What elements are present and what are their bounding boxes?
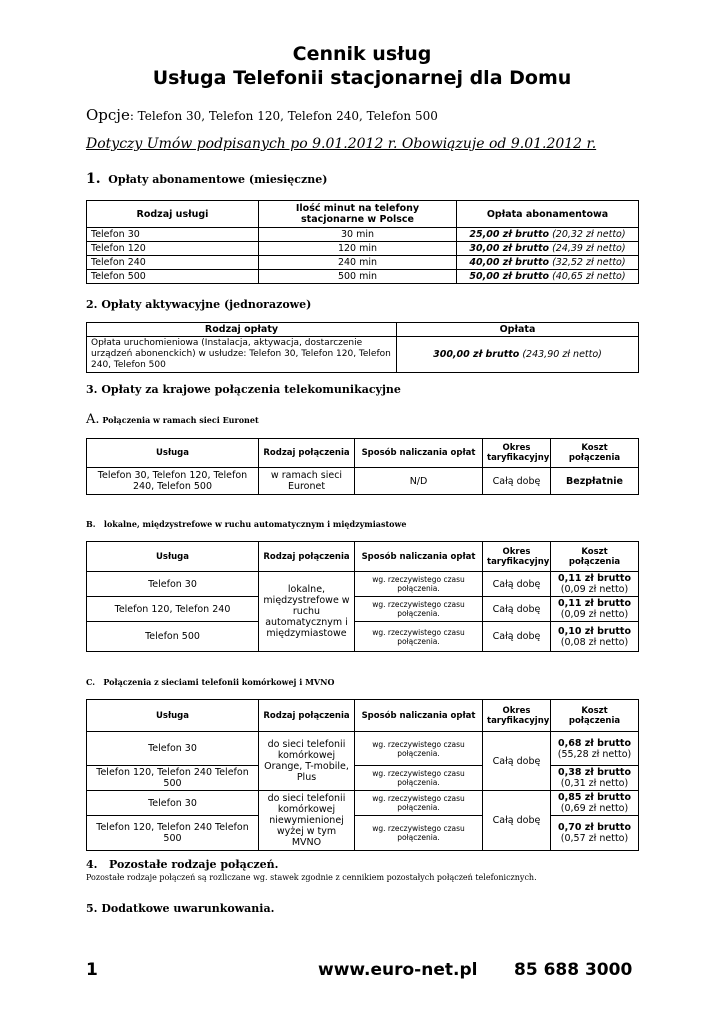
cost-cell	[551, 572, 639, 597]
fee-gross: 30,00 zł brutto	[469, 243, 550, 254]
billing-period-cell: Całą dobę	[483, 597, 551, 622]
billing-method-cell: wg. rzeczywistego czasu połączenia.	[355, 766, 483, 791]
mobile-calls-table	[86, 699, 639, 851]
col-connection-type: Rodzaj połączenia	[259, 542, 355, 572]
euronet-table	[86, 438, 639, 495]
options-line	[86, 106, 438, 124]
col-billing-method: Sposób naliczania opłat	[355, 700, 483, 732]
billing-method-cell: wg. rzeczywistego czasu połączenia.	[355, 597, 483, 622]
section5-heading: 5. Dodatkowe uwarunkowania.	[86, 902, 275, 915]
service-cell: Telefon 500	[87, 270, 259, 284]
cost-gross: 0,85 zł brutto	[558, 792, 631, 803]
col-service: Usługa	[87, 439, 259, 468]
fee-gross: 300,00 zł brutto	[433, 349, 520, 360]
minutes-cell: 30 min	[259, 228, 457, 242]
billing-period-cell: Całą dobę	[483, 732, 551, 791]
section3a-letter: A.	[86, 412, 100, 427]
service-cell: Telefon 240	[87, 256, 259, 270]
col-service: Usługa	[87, 700, 259, 732]
col-billing-period: Okres taryfikacyjny	[483, 542, 551, 572]
section2-heading: 2. Opłaty aktywacyjne (jednorazowe)	[86, 298, 312, 311]
page-title: Cennik usług	[292, 43, 432, 65]
fee-net: (20,32 zł netto)	[549, 229, 626, 240]
cost-net: (0,69 zł netto)	[560, 803, 629, 814]
billing-method-cell: N/D	[355, 468, 483, 495]
col-connection-type: Rodzaj połączenia	[259, 700, 355, 732]
subscription-table	[86, 200, 639, 284]
section3-heading: 3. Opłaty za krajowe połączenia telekomunikacyjne	[86, 383, 401, 396]
options-label: Opcje	[86, 106, 130, 124]
website-link[interactable]: www.euro-net.pl	[318, 960, 478, 980]
page-subtitle: Usługa Telefonii stacjonarnej dla Domu	[152, 67, 572, 89]
table-row	[87, 468, 639, 495]
fee-cell	[457, 242, 639, 256]
billing-method-cell: wg. rzeczywistego czasu połączenia.	[355, 791, 483, 816]
section4-heading: 4. Pozostałe rodzaje połączeń.	[86, 858, 279, 871]
col-connection-type: Rodzaj połączenia	[259, 439, 355, 468]
table-row	[87, 572, 639, 597]
table-row	[87, 228, 639, 242]
cost-net: (0,31 zł netto)	[560, 778, 629, 789]
col-service: Rodzaj usługi	[87, 201, 259, 228]
billing-method-cell: wg. rzeczywistego czasu połączenia.	[355, 732, 483, 766]
fee-type-cell: Opłata uruchomieniowa (Instalacja, aktywacja, dostarczenie urządzeń abonenckich) w usłudze: Telefon 30, Telefon 120, Telefon 240, Telefon 500	[87, 337, 397, 373]
table-row	[87, 732, 639, 766]
fee-net: (40,65 zł netto)	[549, 271, 626, 282]
section3c-heading: C. Połączenia z sieciami telefonii komórkowej i MVNO	[86, 677, 335, 687]
fee-cell	[397, 337, 639, 373]
fee-net: (24,39 zł netto)	[549, 243, 626, 254]
fee-gross: 40,00 zł brutto	[469, 257, 550, 268]
cost-cell	[551, 597, 639, 622]
phone-number: 85 688 3000	[514, 960, 633, 980]
billing-method-cell: wg. rzeczywistego czasu połączenia.	[355, 622, 483, 652]
cost-cell	[551, 791, 639, 816]
service-cell: Telefon 120, Telefon 240 Telefon 500	[87, 766, 259, 791]
col-fee: Opłata abonamentowa	[457, 201, 639, 228]
service-cell: Telefon 120	[87, 242, 259, 256]
service-cell: Telefon 30	[87, 732, 259, 766]
minutes-cell: 120 min	[259, 242, 457, 256]
section3a-heading	[86, 412, 259, 427]
fee-net: (243,90 zł netto)	[519, 349, 602, 360]
cost-net: (0,09 zł netto)	[560, 609, 629, 620]
section3b-heading: B. lokalne, międzystrefowe w ruchu automatycznym i międzymiastowe	[86, 519, 407, 529]
table-row	[87, 256, 639, 270]
minutes-cell: 240 min	[259, 256, 457, 270]
cost-gross: 0,10 zł brutto	[558, 625, 631, 637]
minutes-cell: 500 min	[259, 270, 457, 284]
fee-cell	[457, 256, 639, 270]
col-billing-method: Sposób naliczania opłat	[355, 542, 483, 572]
col-cost: Koszt połączenia	[551, 700, 639, 732]
col-billing-period: Okres taryfikacyjny	[483, 700, 551, 732]
options-text: : Telefon 30, Telefon 120, Telefon 240, Telefon 500	[129, 109, 438, 123]
cost-net: (0,57 zł netto)	[560, 833, 629, 844]
service-cell: Telefon 30, Telefon 120, Telefon 240, Telefon 500	[87, 468, 259, 495]
billing-period-cell: Całą dobę	[483, 791, 551, 851]
connection-type-cell: w ramach sieci Euronet	[259, 468, 355, 495]
fee-cell	[457, 228, 639, 242]
col-cost: Koszt połączenia	[551, 439, 639, 468]
page-number: 1	[86, 960, 98, 980]
service-cell: Telefon 500	[87, 622, 259, 652]
activation-table	[86, 322, 639, 373]
cost-cell	[551, 766, 639, 791]
cost-gross: 0,11 zł brutto	[558, 573, 631, 584]
connection-type-cell: lokalne, międzystrefowe w ruchu automatycznym i międzymiastowe	[259, 572, 355, 652]
fee-gross: 25,00 zł brutto	[469, 229, 550, 240]
table-row	[87, 622, 639, 652]
connection-type-cell: do sieci telefonii komórkowej niewymienionej wyżej w tym MVNO	[259, 791, 355, 851]
cost-cell: Bezpłatnie	[551, 468, 639, 495]
cost-gross: 0,11 zł brutto	[558, 598, 631, 609]
service-cell: Telefon 30	[87, 228, 259, 242]
cost-gross: 0,38 zł brutto	[558, 767, 631, 778]
col-service: Usługa	[87, 542, 259, 572]
table-row	[87, 766, 639, 791]
cost-net: (55,28 zł netto)	[557, 748, 632, 760]
col-cost: Koszt połączenia	[551, 542, 639, 572]
table-row	[87, 816, 639, 851]
billing-period-cell: Całą dobę	[483, 622, 551, 652]
col-fee: Opłata	[397, 323, 639, 337]
local-calls-table	[86, 541, 639, 652]
col-fee-type: Rodzaj opłaty	[87, 323, 397, 337]
section4-text: Pozostałe rodzaje połączeń są rozliczane wg. stawek zgodnie z cennikiem pozostałych połączeń telefonicznych.	[86, 873, 537, 882]
cost-gross: 0,68 zł brutto	[558, 737, 631, 749]
col-minutes: Ilość minut na telefony stacjonarne w Polsce	[259, 201, 457, 228]
table-row	[87, 791, 639, 816]
service-cell: Telefon 120, Telefon 240	[87, 597, 259, 622]
validity-note: Dotyczy Umów podpisanych po 9.01.2012 r. Obowiązuje od 9.01.2012 r.	[86, 136, 597, 152]
service-cell: Telefon 30	[87, 791, 259, 816]
service-cell: Telefon 120, Telefon 240 Telefon 500	[87, 816, 259, 851]
service-cell: Telefon 30	[87, 572, 259, 597]
cost-net: (0,09 zł netto)	[560, 584, 629, 595]
section1-title: Opłaty abonamentowe (miesięczne)	[108, 173, 328, 186]
col-billing-method: Sposób naliczania opłat	[355, 439, 483, 468]
fee-net: (32,52 zł netto)	[549, 257, 626, 268]
table-row	[87, 337, 639, 373]
billing-method-cell: wg. rzeczywistego czasu połączenia.	[355, 816, 483, 851]
section3a-title: Połączenia w ramach sieci Euronet	[102, 415, 259, 425]
cost-cell	[551, 732, 639, 766]
connection-type-cell: do sieci telefonii komórkowej Orange, T-mobile, Plus	[259, 732, 355, 791]
section1-heading	[86, 171, 327, 187]
fee-cell	[457, 270, 639, 284]
section1-number: 1.	[86, 171, 101, 187]
cost-net: (0,08 zł netto)	[560, 636, 629, 648]
cost-cell	[551, 816, 639, 851]
cost-cell	[551, 622, 639, 652]
fee-gross: 50,00 zł brutto	[469, 271, 550, 282]
table-row	[87, 242, 639, 256]
billing-period-cell: Całą dobę	[483, 572, 551, 597]
table-row	[87, 597, 639, 622]
col-billing-period: Okres taryfikacyjny	[483, 439, 551, 468]
cost-gross: 0,70 zł brutto	[558, 822, 631, 833]
billing-period-cell: Całą dobę	[483, 468, 551, 495]
billing-method-cell: wg. rzeczywistego czasu połączenia.	[355, 572, 483, 597]
table-row	[87, 270, 639, 284]
